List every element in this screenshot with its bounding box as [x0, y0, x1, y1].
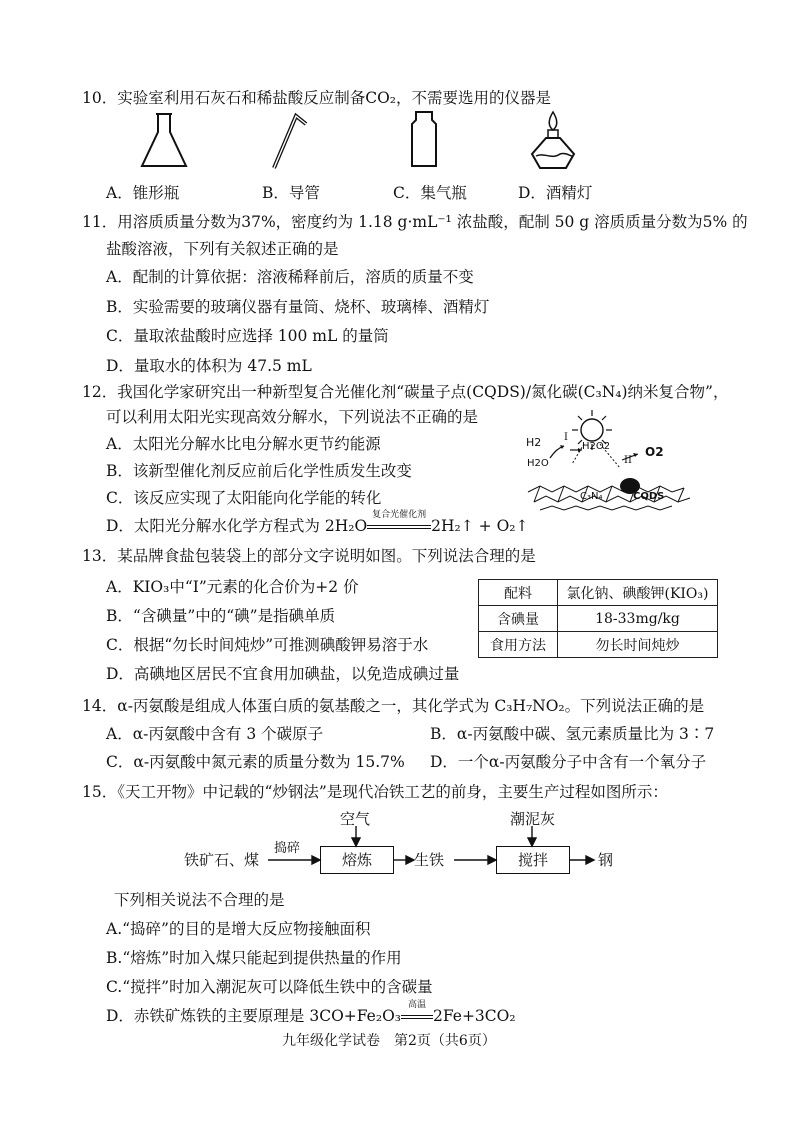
step-ii-label: II — [624, 455, 632, 466]
flow-air: 空气 — [340, 810, 371, 828]
q12-option-d-prefix: D．太阳光分解水化学方程式为 2H₂O — [106, 517, 368, 535]
page-footer: 九年级化学试卷 第2页（共6页） — [282, 1033, 496, 1049]
q14-option-c: C．α-丙氨酸中氮元素的质量分数为 15.7% — [106, 753, 405, 771]
q12-option-b: B．该新型催化剂反应前后化学性质发生改变 — [106, 462, 412, 480]
o2-label: O2 — [645, 445, 664, 459]
table-cell: 勿长时间炖炒 — [558, 632, 718, 658]
table-cell: 氯化钠、碘酸钾(KIO₃) — [558, 580, 718, 606]
q12-stem-line2: 可以利用太阳光实现高效分解水，下列说法不正确的是 — [106, 408, 479, 426]
q10-option-b: B．导管 — [262, 184, 320, 202]
q15-option-d-suffix: 2Fe+3CO₂ — [433, 1007, 516, 1025]
q10-option-d: D．酒精灯 — [518, 184, 593, 202]
q14-stem: 14．α-丙氨酸是组成人体蛋白质的氨基酸之一，其化学式为 C₃H₇NO₂。下列说法正确的是 — [82, 697, 705, 715]
q12-stem-line1: 12．我国化学家研究出一种新型复合光催化剂“碳量子点(CQDS)/氮化碳(C₃N₄)纳米复合物”， — [82, 383, 729, 401]
q12-option-a: A．太阳光分解水比电分解水更节约能源 — [106, 435, 381, 453]
q10-option-c: C．集气瓶 — [393, 184, 467, 202]
table-cell: 食用方法 — [479, 632, 558, 658]
table-cell: 含碘量 — [479, 606, 558, 632]
table-cell: 18-33mg/kg — [558, 606, 718, 632]
flow-pig-iron: 生铁 — [414, 851, 445, 869]
table-cell: 配料 — [479, 580, 558, 606]
q11-stem-line2: 盐酸溶液，下列有关叙述正确的是 — [106, 240, 339, 258]
q12-option-c: C．该反应实现了太阳能向化学能的转化 — [106, 489, 382, 507]
h2o-label: H2O — [527, 458, 549, 469]
q13-stem: 13．某品牌食盐包装袋上的部分文字说明如图。下列说法合理的是 — [82, 547, 536, 565]
q10-option-a: A．锥形瓶 — [106, 184, 180, 202]
cqds-label: CQDS — [633, 491, 665, 502]
flow-input: 铁矿石、煤 — [184, 851, 260, 869]
flow-steel: 钢 — [598, 851, 614, 869]
h2-label: H2 — [526, 436, 542, 449]
q11-option-a: A．配制的计算依据：溶液稀释前后，溶质的质量不变 — [106, 268, 474, 286]
c3n4-label: C₃N₄ — [580, 491, 603, 502]
q10-stem: 10．实验室利用石灰石和稀盐酸反应制备CO₂，不需要选用的仪器是 — [82, 89, 552, 107]
q15-option-c: C.“搅拌”时加入潮泥灰可以降低生铁中的含碳量 — [106, 978, 433, 996]
q13-option-c: C．根据“勿长时间炖炒”可推测碘酸钾易溶于水 — [106, 636, 429, 654]
step-i-label: I — [564, 432, 568, 443]
q15-sub-stem: 下列相关说法不合理的是 — [114, 891, 285, 909]
q13-option-a: A．KIO₃中“I”元素的化合价为+2 价 — [106, 578, 359, 596]
smelt-box: 熔炼 — [320, 846, 394, 874]
reaction-arrow — [401, 1000, 433, 1025]
q15-option-d-prefix: D．赤铁矿炼铁的主要原理是 3CO+Fe₂O₃ — [106, 1007, 401, 1025]
q13-option-b: B．“含碘量”中的“碘”是指碘单质 — [106, 607, 336, 625]
q14-option-d: D．一个α-丙氨酸分子中含有一个氧分子 — [430, 753, 707, 771]
q14-option-a: A．α-丙氨酸中含有 3 个碳原子 — [106, 725, 324, 743]
q11-option-d: D．量取水的体积为 47.5 mL — [106, 357, 312, 375]
q11-option-b: B．实验需要的玻璃仪器有量筒、烧杯、玻璃棒、酒精灯 — [106, 298, 490, 316]
reaction-condition: 高温 — [407, 1000, 426, 1010]
q15-option-b: B.“熔炼”时加入煤只能起到提供热量的作用 — [106, 949, 402, 967]
h2o2-label: H2O2 — [582, 441, 611, 452]
q11-stem-line1: 11．用溶质质量分数为37%，密度约为 1.18 g·mL⁻¹ 浓盐酸，配制 50 g 溶质质量分数为5% 的 — [82, 213, 748, 231]
q11-option-c: C．量取浓盐酸时应选择 100 mL 的量筒 — [106, 327, 389, 345]
reaction-condition: 复合光催化剂 — [372, 510, 427, 520]
stir-box: 搅拌 — [496, 846, 570, 874]
q13-option-d: D．高碘地区居民不宜食用加碘盐，以免造成碘过量 — [106, 665, 460, 683]
q15-option-a: A.“捣碎”的目的是增大反应物接触面积 — [106, 920, 371, 938]
q15-stem: 15．《天工开物》中记载的“炒钢法”是现代冶铁工艺的前身，主要生产过程如图所示： — [82, 783, 668, 801]
q15-option-d — [106, 1000, 516, 1026]
flow-mud-ash: 潮泥灰 — [510, 810, 556, 828]
flow-crush: 捣碎 — [274, 841, 301, 856]
q14-option-b: B．α-丙氨酸中碳、氢元素质量比为 3∶7 — [430, 725, 715, 743]
q12-option-d-suffix: 2H₂↑ + O₂↑ — [431, 517, 529, 535]
